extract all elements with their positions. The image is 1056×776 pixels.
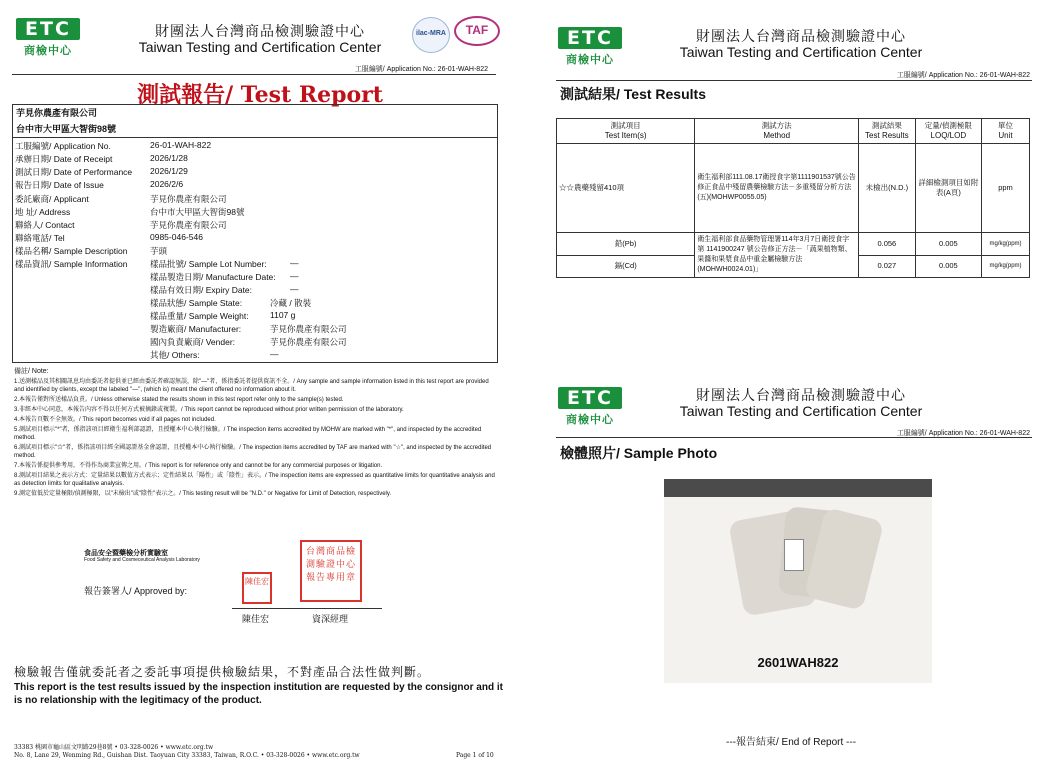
signer-name: 陳佳宏	[242, 614, 270, 624]
sample-info-label: 製造廠商/ Manufacturer:	[150, 324, 242, 334]
application-number: 工服編號/ Application No.: 26-01-WAH-822	[896, 72, 1030, 79]
photo-sample-label: 2601WAH822	[757, 655, 839, 670]
results-header-cell	[915, 119, 981, 144]
sample-photo	[664, 479, 932, 683]
report-title: 測試報告/ Test Report	[137, 82, 383, 108]
sample-info-value: —	[290, 258, 299, 268]
etc-logo	[558, 387, 622, 427]
note-item: 1.送測樣品及其相關訊息均由委託者提供並已經由委託者確認無誤，除"—"者，係指委託者提供資訊不全。/ Any sample and sample information listed in this test report are provided and identified by clients, except the labeled "—", (which is) meant the client offered no information about it.	[14, 379, 489, 393]
report-page-2	[536, 0, 1056, 776]
note-item: 7.本報告係提供參考用，不得作為商業宣傳之用。/ This report is for reference only and cannot be for any commercial purposes or litigation.	[14, 463, 383, 469]
disclaimer-zh: 檢驗報告僅就委託者之委託事項提供檢驗結果，不對產品合法性做判斷。	[14, 665, 431, 679]
report-field-value: 26-01-WAH-822	[150, 140, 212, 150]
sample-info-value: 芋見你農產有限公司	[270, 337, 347, 347]
report-field-label: 工服編號/ Application No.	[15, 141, 111, 151]
applicant-field-label: 樣品名稱/ Sample Description	[15, 246, 128, 256]
results-cell-loq: 0.005	[915, 233, 981, 256]
sample-info-value: —	[270, 349, 279, 359]
signer-title: 資深經理	[312, 614, 349, 624]
applicant-field-value: 0985-046-546	[150, 232, 203, 242]
results-header-cell	[982, 119, 1030, 144]
note-item: 2.本報告僅對所送樣品負責。/ Unless otherwise stated the results shown in this test report refer only to the sample(s) tested.	[14, 397, 344, 403]
report-field-value: 2026/1/28	[150, 153, 188, 163]
note-item: 9.測定值低於定量極限/偵測極限，以"未檢出"或"陰性"表示之。/ This testing result will be "N.D." or Negative for Limit of Detection, respectively.	[14, 491, 392, 497]
results-cell-method: 衛生福利部食品藥物管理署114年3月7日衛授食字第 1141900247 號公告修正方法－「蔬果植物類、果醬和果漿食品中重金屬檢驗方法(MOHWH0024.01)」	[695, 233, 859, 278]
results-row	[557, 233, 1030, 256]
etc-logo	[558, 27, 622, 67]
results-cell-result: 未檢出(N.D.)	[859, 144, 916, 233]
results-header-cell	[557, 119, 695, 144]
etc-logo	[16, 18, 80, 58]
results-cell-item: ☆☆農藥殘留410項	[557, 144, 695, 233]
results-cell-unit: mg/kg(ppm)	[982, 255, 1030, 278]
results-cell-loq: 詳細檢測項目如附表(A頁)	[915, 144, 981, 233]
sample-info-value: 芋見你農產有限公司	[270, 324, 347, 334]
sample-info-value: 1107 g	[270, 310, 296, 320]
ilac-mra-badge-icon	[412, 17, 450, 53]
signer-stamp	[242, 572, 272, 604]
ilac-mra-label: ilac-MRA	[416, 30, 446, 37]
org-name-en: Taiwan Testing and Certification Center	[679, 44, 923, 60]
results-cell-unit: ppm	[982, 144, 1030, 233]
results-header-cell	[859, 119, 916, 144]
sample-info-label: 樣品有效日期/ Expiry Date:	[150, 285, 253, 295]
etc-logo-sub: 商檢中心	[566, 54, 614, 66]
org-name-zh: 財團法人台灣商品檢測驗證中心	[696, 29, 906, 45]
results-header-cell	[695, 119, 859, 144]
report-field-label: 測試日期/ Date of Performance	[15, 167, 133, 177]
sample-info-value: —	[290, 271, 299, 281]
results-cell-result: 0.027	[859, 255, 916, 278]
company-seal-stamp	[300, 540, 362, 602]
org-name-en: Taiwan Testing and Certification Center	[138, 39, 382, 55]
approved-by-label: 報告簽署人/ Approved by:	[84, 586, 188, 596]
results-cell-loq: 0.005	[915, 255, 981, 278]
lab-name-zh: 食品安全暨藥檢分析實驗室	[84, 550, 168, 557]
sample-info-label: 其他/ Others:	[150, 350, 200, 360]
taf-label: TAF	[465, 23, 489, 37]
header-divider	[556, 80, 1032, 81]
sample-info-value: 冷藏 / 散裝	[270, 298, 312, 308]
applicant-field-value: 芋頭	[150, 246, 168, 256]
signer-stamp-text: 陳佳宏	[245, 577, 269, 586]
company-seal-text: 台灣商品檢測驗證中心報告專用章	[306, 547, 357, 583]
barcode-label-icon	[784, 539, 804, 571]
results-body	[557, 144, 1030, 278]
applicant-field-label: 委託廠商/ Applicant	[15, 194, 89, 204]
results-header-zh: 測試方法	[761, 121, 792, 130]
report-page-1	[0, 0, 520, 776]
sample-info-value: —	[290, 284, 299, 294]
footer-address-en: No. 8, Lane 29, Wenming Rd., Guishan Dist. Taoyuan City 33383, Taiwan, R.O.C. • 03-328-0026 • www.etc.org.tw	[14, 752, 360, 759]
page-number: Page 1 of 10	[456, 752, 494, 759]
report-field-value: 2026/1/29	[150, 166, 188, 176]
end-of-report: ---報告結束/ End of Report ---	[726, 737, 857, 748]
note-item: 8.測試項目結果之表示方式：定量結果以數值方式表示；定性結果以「陽性」或「陰性」表示。/ The inspection items are expressed as quantitative limits for quantitative analysis and as detection limits for qualitative analysis.	[14, 473, 495, 487]
results-header-row	[557, 119, 1030, 144]
applicant-field-value: 芋見你農產有限公司	[150, 220, 227, 230]
notes-list	[14, 378, 498, 500]
company-address: 台中市大甲區大智街98號	[16, 124, 117, 134]
etc-logo-text: ETC	[558, 387, 622, 409]
results-row	[557, 144, 1030, 233]
info-divider	[13, 137, 497, 138]
application-number: 工服編號/ Application No.: 26-01-WAH-822	[896, 430, 1030, 437]
results-header-zh: 測試結果	[871, 121, 902, 130]
report-field-label: 報告日期/ Date of Issue	[15, 180, 104, 190]
sample-info-label: 樣品批號/ Sample Lot Number:	[150, 259, 267, 269]
org-name-en: Taiwan Testing and Certification Center	[679, 403, 923, 419]
applicant-field-label: 地 址/ Address	[15, 207, 71, 217]
header-divider	[556, 437, 1032, 438]
applicant-field-value: 台中市大甲區大智街98號	[150, 207, 245, 217]
sample-info-label: 國內負責廠商/ Vender:	[150, 337, 236, 347]
results-header-en: Test Results	[865, 131, 909, 140]
note-item: 3.非經本中心同意，本報告內容不得以任何方式被摘錄或複製。/ This report cannot be reproduced without prior written permission of the laboratory.	[14, 407, 404, 413]
notes-title: 備註/ Note:	[14, 368, 49, 375]
note-item: 5.測試項目標示"*"者，係指該項目經衛生福利部認證，且授權本中心執行檢驗。/ The inspection items accredited by MOHW are marked with "*", and inspected by the accredited method.	[14, 427, 482, 441]
results-cell-item: 鉛(Pb)	[557, 233, 695, 256]
applicant-field-label: 樣品資訊/ Sample Information	[15, 259, 128, 269]
results-header-en: Method	[763, 131, 791, 140]
photo-title: 檢體照片/ Sample Photo	[560, 445, 718, 461]
company-name: 芋見你農產有限公司	[16, 108, 98, 118]
etc-logo-text: ETC	[16, 18, 80, 40]
results-cell-unit: mg/kg(ppm)	[982, 233, 1030, 256]
results-header-en: Test Item(s)	[604, 131, 647, 140]
application-number: 工服編號/ Application No.: 26-01-WAH-822	[354, 66, 488, 73]
applicant-field-label: 聯絡人/ Contact	[15, 220, 75, 230]
results-header-zh: 單位	[998, 121, 1014, 130]
lab-name-en: Food Safety and Cosmeceutical Analysis Laboratory	[84, 557, 200, 563]
results-cell-result: 0.056	[859, 233, 916, 256]
results-table	[556, 118, 1030, 278]
report-field-value: 2026/2/6	[150, 179, 184, 189]
results-header-zh: 測試項目	[610, 121, 641, 130]
signature-line	[232, 608, 382, 609]
sample-info-label: 樣品製造日期/ Manufacture Date:	[150, 272, 276, 282]
applicant-field-value: 芋見你農產有限公司	[150, 194, 227, 204]
etc-logo-sub: 商檢中心	[566, 414, 614, 426]
sample-info-label: 樣品狀態/ Sample State:	[150, 298, 243, 308]
results-cell-method: 衛生福利部111.08.17衛授食字第1111901537號公告修正食品中殘留農藥檢驗方法－多重殘留分析方法(五)(MOHWP0055.05)	[695, 144, 859, 233]
note-item: 4.本報告頁數不全無效。/ This report becomes void if all pages not included.	[14, 417, 216, 423]
etc-logo-sub: 商檢中心	[24, 45, 72, 57]
etc-logo-text: ETC	[558, 27, 622, 49]
sample-info-label: 樣品重量/ Sample Weight:	[150, 311, 249, 321]
disclaimer-en: This report is the test results issued by the inspection institution are requested by the consignor and it is no relationship with the legitimacy of the product.	[14, 682, 503, 706]
org-name-zh: 財團法人台灣商品檢測驗證中心	[155, 24, 365, 40]
report-field-label: 承辦日期/ Date of Receipt	[15, 154, 113, 164]
results-title: 測試結果/ Test Results	[560, 86, 706, 102]
header-divider	[12, 74, 496, 75]
results-header-zh: 定量/偵測極限	[924, 121, 972, 130]
taf-badge-icon	[454, 16, 500, 46]
org-name-zh: 財團法人台灣商品檢測驗證中心	[696, 388, 906, 404]
applicant-field-label: 聯絡電話/ Tel	[15, 233, 65, 243]
note-item: 6.測試項目標示"☆"者，係指該項目經全國認證基金會認證，且授權本中心執行檢驗。/ The inspection items accredited by TAF are marked with "☆", and inspected by the accredited method.	[14, 445, 492, 459]
footer-address-zh: 33383 桃園市龜山區文明路29巷8號 • 03-328-0026 • www.etc.org.tw	[14, 744, 214, 751]
results-header-en: Unit	[998, 131, 1013, 140]
results-header-en: LOQ/LOD	[930, 131, 967, 140]
results-cell-item: 鎘(Cd)	[557, 255, 695, 278]
